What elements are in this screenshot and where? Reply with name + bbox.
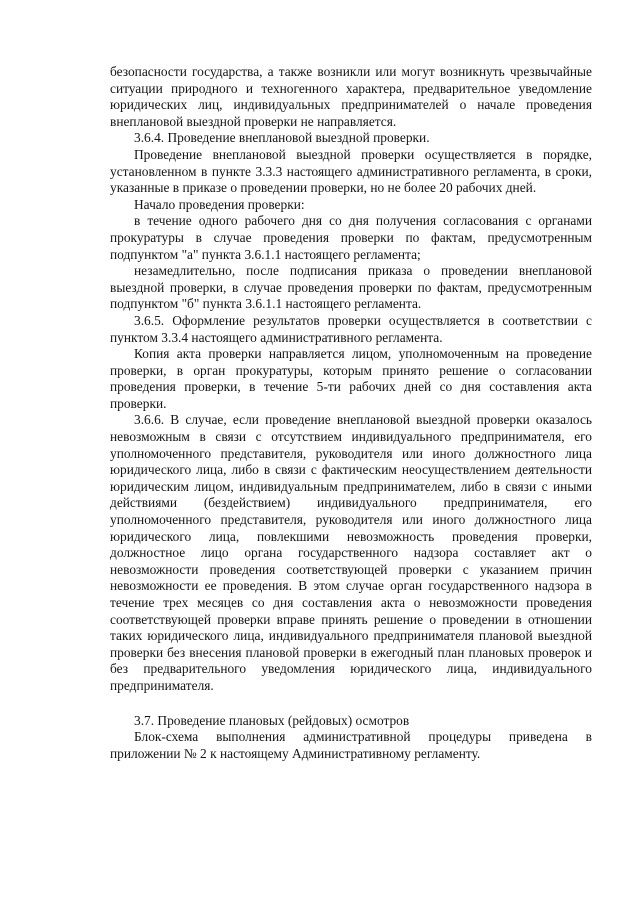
paragraph-3-7-heading: 3.7. Проведение плановых (рейдовых) осмотров: [134, 712, 410, 728]
paragraph-3-6-4-body: Проведение внеплановой выездной проверки осуществляется в порядке, установленном в пункте 3.3.3 настоящего административного регламента, в сроки, указанные в приказе о проведении проверки, но не более 20 рабочих дней.: [110, 146, 592, 196]
paragraph-3-6-5: 3.6.5. Оформление результатов проверки осуществляется в соответствии с пунктом 3.3.4 настоящего административного регламента.: [110, 312, 592, 345]
paragraph-continuation: безопасности государства, а также возникли или могут возникнуть чрезвычайные ситуации природного и техногенного характера, предварительное уведомление юридических лиц, индивидуальных предпринимателей о начале проведения внеплановой выездной проверки не направляется.: [110, 64, 592, 129]
paragraph-3-7-body: Блок-схема выполнения административной процедуры приведена в приложении № 2 к настоящему Административному регламенту.: [110, 729, 592, 761]
paragraph-spacer: [110, 695, 592, 713]
paragraph-act-copy: Копия акта проверки направляется лицом, уполномоченным на проведение проверки, в орган прокуратуры, которым принято решение о согласовании проведения проверки, в течение 5-ти рабочих дней со дня составления акта проверки.: [110, 346, 592, 411]
paragraph-3-6-6: 3.6.6. В случае, если проведение внеплановой выездной проверки оказалось невозможным в связи с отсутствием индивидуального предпринимателя, его уполномоченного представителя, руководителя или иного должностного лица юридического лица, либо в связи с фактическим неосуществлением деятельности юридическим лицом, индивидуальным предпринимателем, либо в связи с иными действиями (бездействием) индивидуального предпринимателя, его уполномоченного представителя, руководителя или иного должностного лица юридического лица, повлекшими невозможность проведения проверки, должностное лицо органа государственного надзора составляет акт о невозможности проведения соответствующей проверки с указанием причин невозможности ее проведения. В этом случае орган государственного надзора в течение трех месяцев со дня составления акта о невозможности проведения соответствующей проверки вправе принять решение о проведении в отношении таких юридического лица, индивидуального предпринимателя плановой выездной проверки без внесения плановой проверки в ежегодный план плановых проверок и без предварительного уведомления юридического лица, индивидуального предпринимателя.: [110, 412, 592, 693]
paragraph-start-of-inspection: Начало проведения проверки:: [134, 196, 305, 212]
paragraph-start-case-b: незамедлительно, после подписания приказа о проведении внеплановой выездной проверки, в случае проведения проверки по фактам, предусмотренным подпунктом "б" пункта 3.6.1.1 настоящего регламента.: [110, 263, 592, 312]
paragraph-start-case-a: в течение одного рабочего дня со дня получения согласования с органами прокуратуры в случае проведения проверки по фактам, предусмотренным подпунктом "а" пункта 3.6.1.1 настоящего регламента;: [110, 213, 592, 262]
document-page: [110, 64, 592, 762]
paragraph-3-6-4-heading: 3.6.4. Проведение внеплановой выездной проверки.: [134, 130, 430, 146]
